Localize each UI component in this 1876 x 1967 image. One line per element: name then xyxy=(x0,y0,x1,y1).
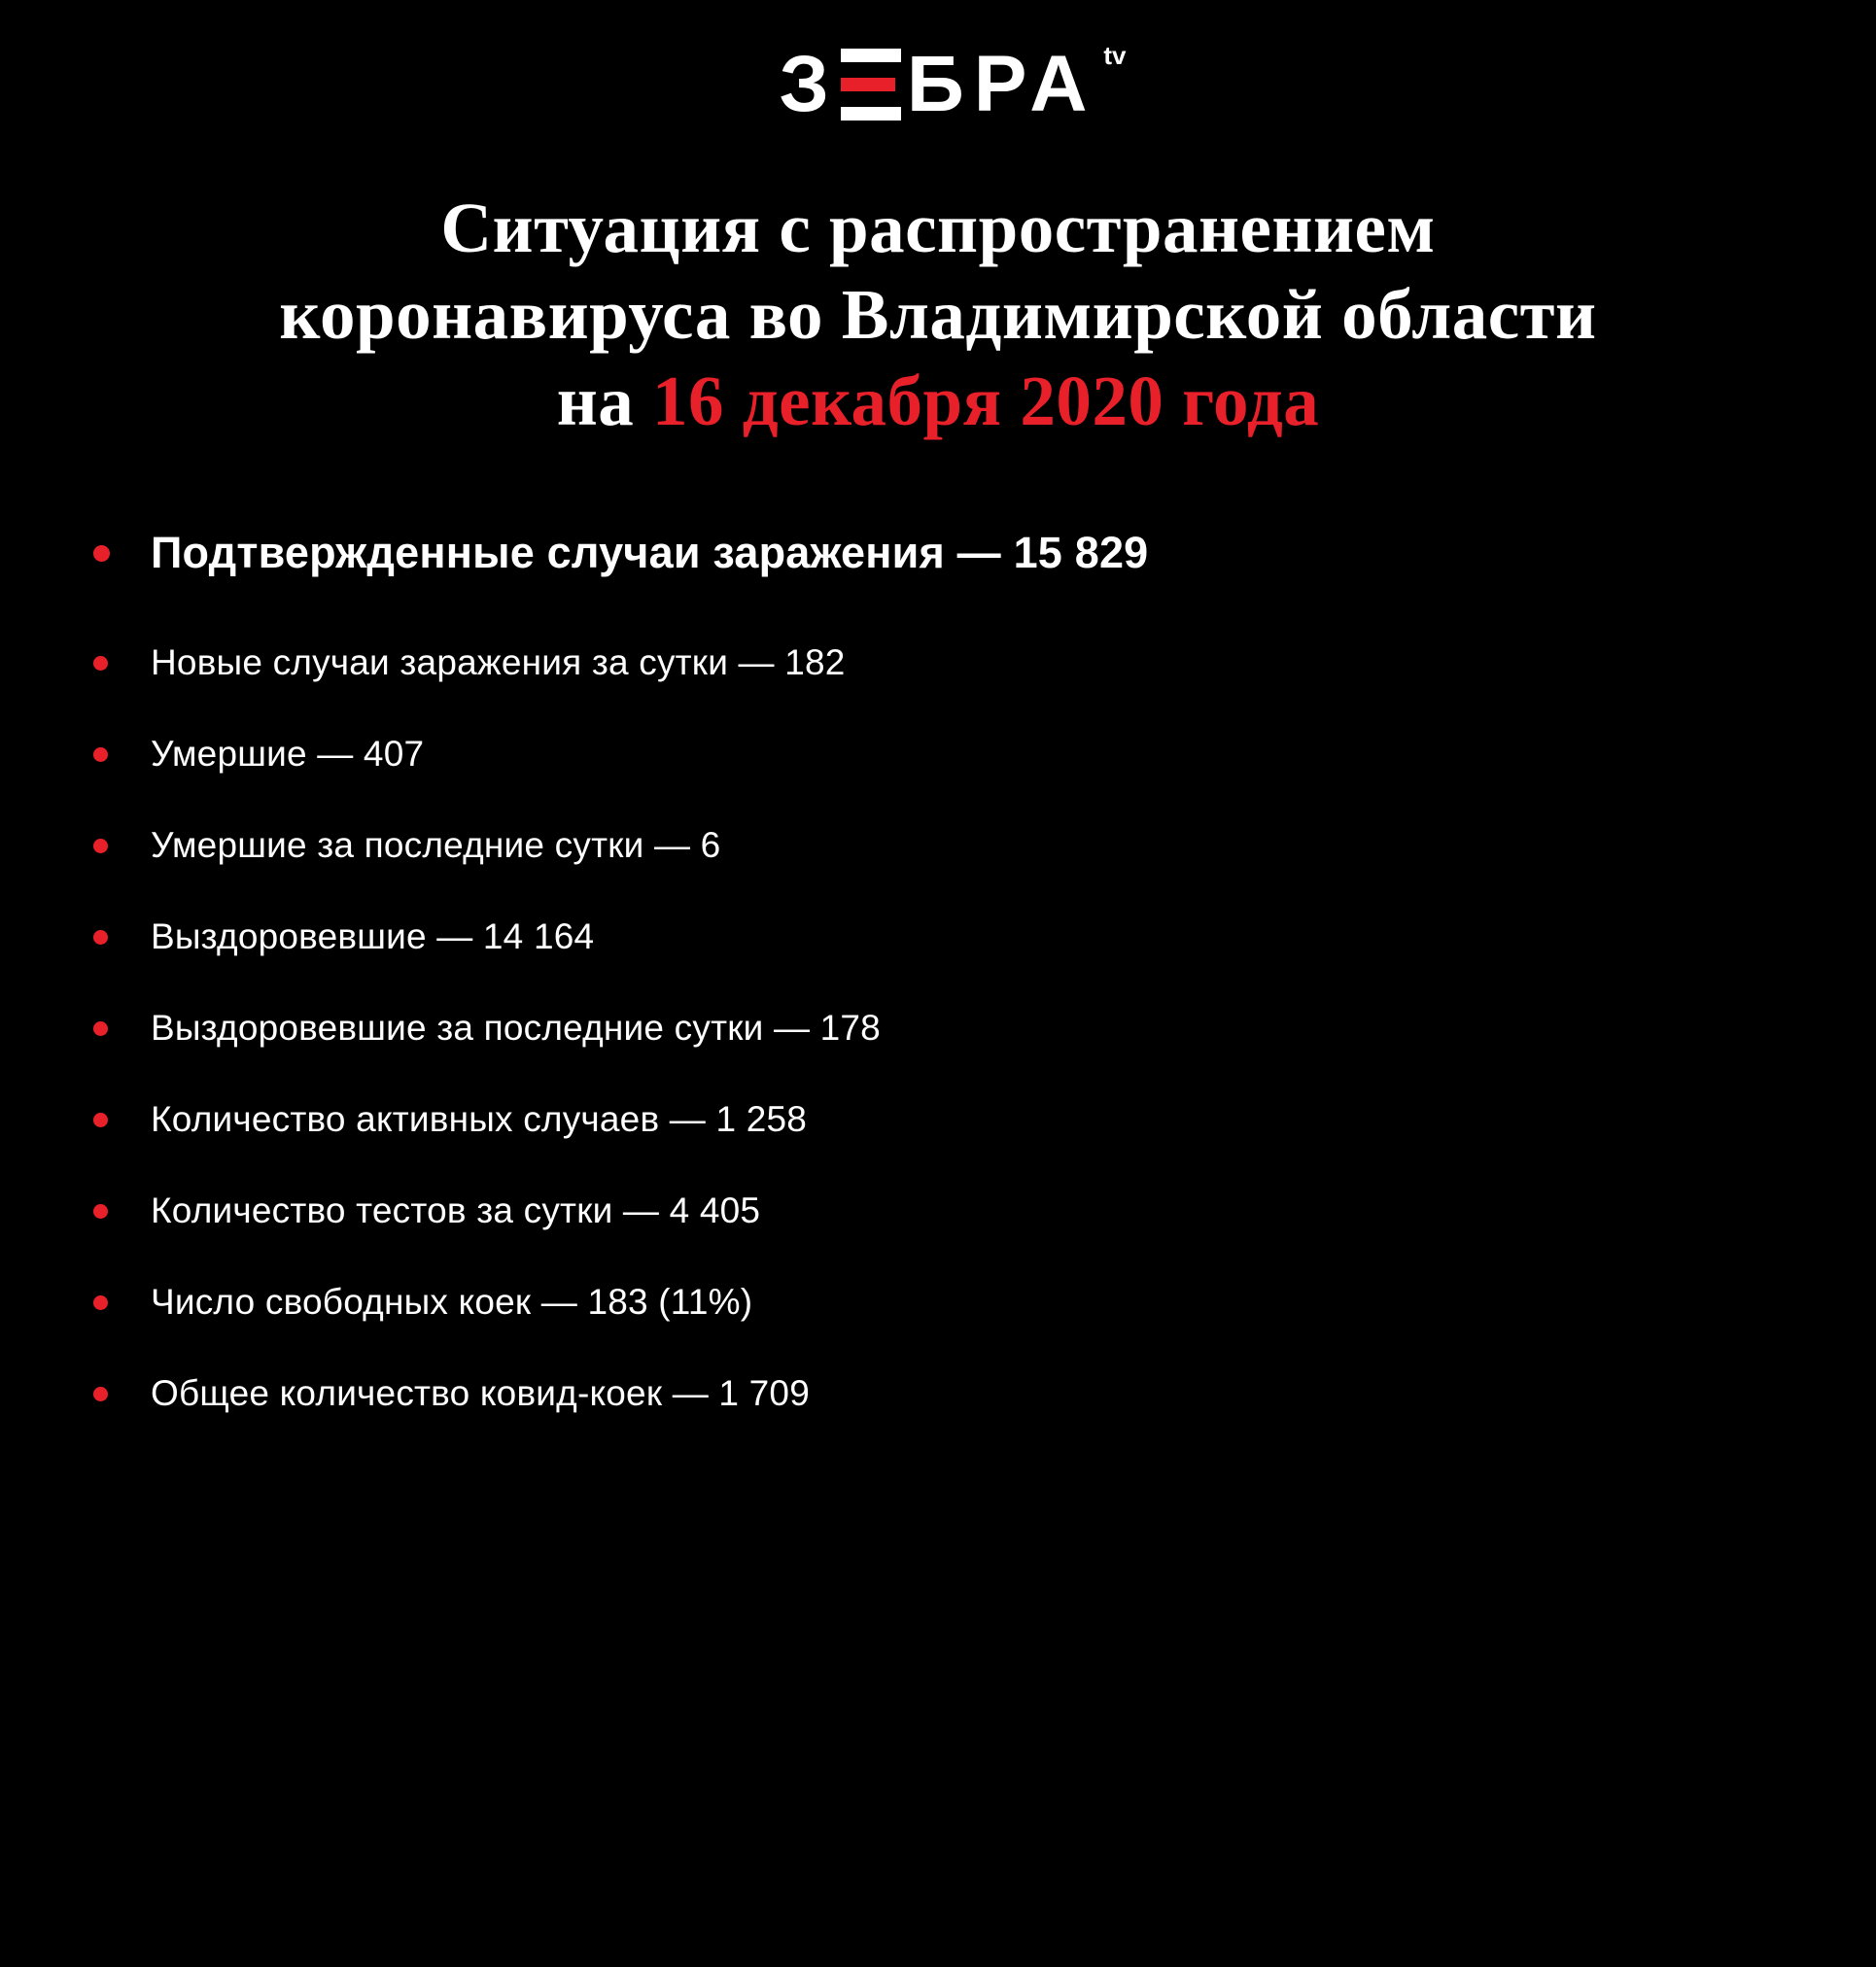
bullet-icon xyxy=(93,930,108,945)
logo-letter-z: З xyxy=(779,40,839,128)
bullet-icon xyxy=(93,839,108,853)
stat-label: Подтвержденные случаи заражения — 15 829 xyxy=(151,528,1149,578)
brand-logo xyxy=(0,0,1876,128)
statistics-list xyxy=(0,528,1876,1414)
title-line-3-prefix: на xyxy=(556,362,652,441)
logo-letter-e-icon xyxy=(841,47,901,122)
list-item xyxy=(93,916,1876,957)
stat-label: Выздоровевшие за последние сутки — 178 xyxy=(151,1008,881,1049)
bullet-icon xyxy=(93,1387,108,1401)
stat-label: Общее количество ковид-коек — 1 709 xyxy=(151,1373,810,1414)
logo-tv-suffix: tv xyxy=(1103,41,1127,70)
stat-label: Число свободных коек — 183 (11%) xyxy=(151,1282,753,1323)
stat-label: Выздоровевшие — 14 164 xyxy=(151,916,595,957)
bullet-icon xyxy=(93,656,108,671)
stat-label: Количество тестов за сутки — 4 405 xyxy=(151,1191,761,1231)
stat-label: Умершие — 407 xyxy=(151,734,425,775)
list-item xyxy=(93,1008,1876,1049)
stat-label: Новые случаи заражения за сутки — 182 xyxy=(151,642,846,683)
list-item xyxy=(93,1282,1876,1323)
list-item xyxy=(93,825,1876,866)
list-item xyxy=(93,1191,1876,1231)
bullet-icon xyxy=(93,747,108,762)
stat-label: Умершие за последние сутки — 6 xyxy=(151,825,721,866)
list-item xyxy=(93,734,1876,775)
bullet-icon xyxy=(93,1021,108,1036)
bullet-icon xyxy=(93,1204,108,1219)
title-date: 16 декабря 2020 года xyxy=(652,362,1320,441)
logo-mark xyxy=(779,40,1127,128)
bullet-icon xyxy=(93,1295,108,1310)
logo-letters-bra: БРА xyxy=(906,40,1097,128)
stat-label: Количество активных случаев — 1 258 xyxy=(151,1099,808,1140)
list-item xyxy=(93,528,1876,578)
bullet-icon xyxy=(93,545,110,562)
list-item xyxy=(93,1373,1876,1414)
list-item xyxy=(93,642,1876,683)
title-line-1: Ситуация с распространением xyxy=(440,189,1436,267)
title-line-2: коронавируса во Владимирской области xyxy=(279,275,1597,355)
page-title xyxy=(180,185,1696,444)
bullet-icon xyxy=(93,1113,108,1127)
list-item xyxy=(93,1099,1876,1140)
